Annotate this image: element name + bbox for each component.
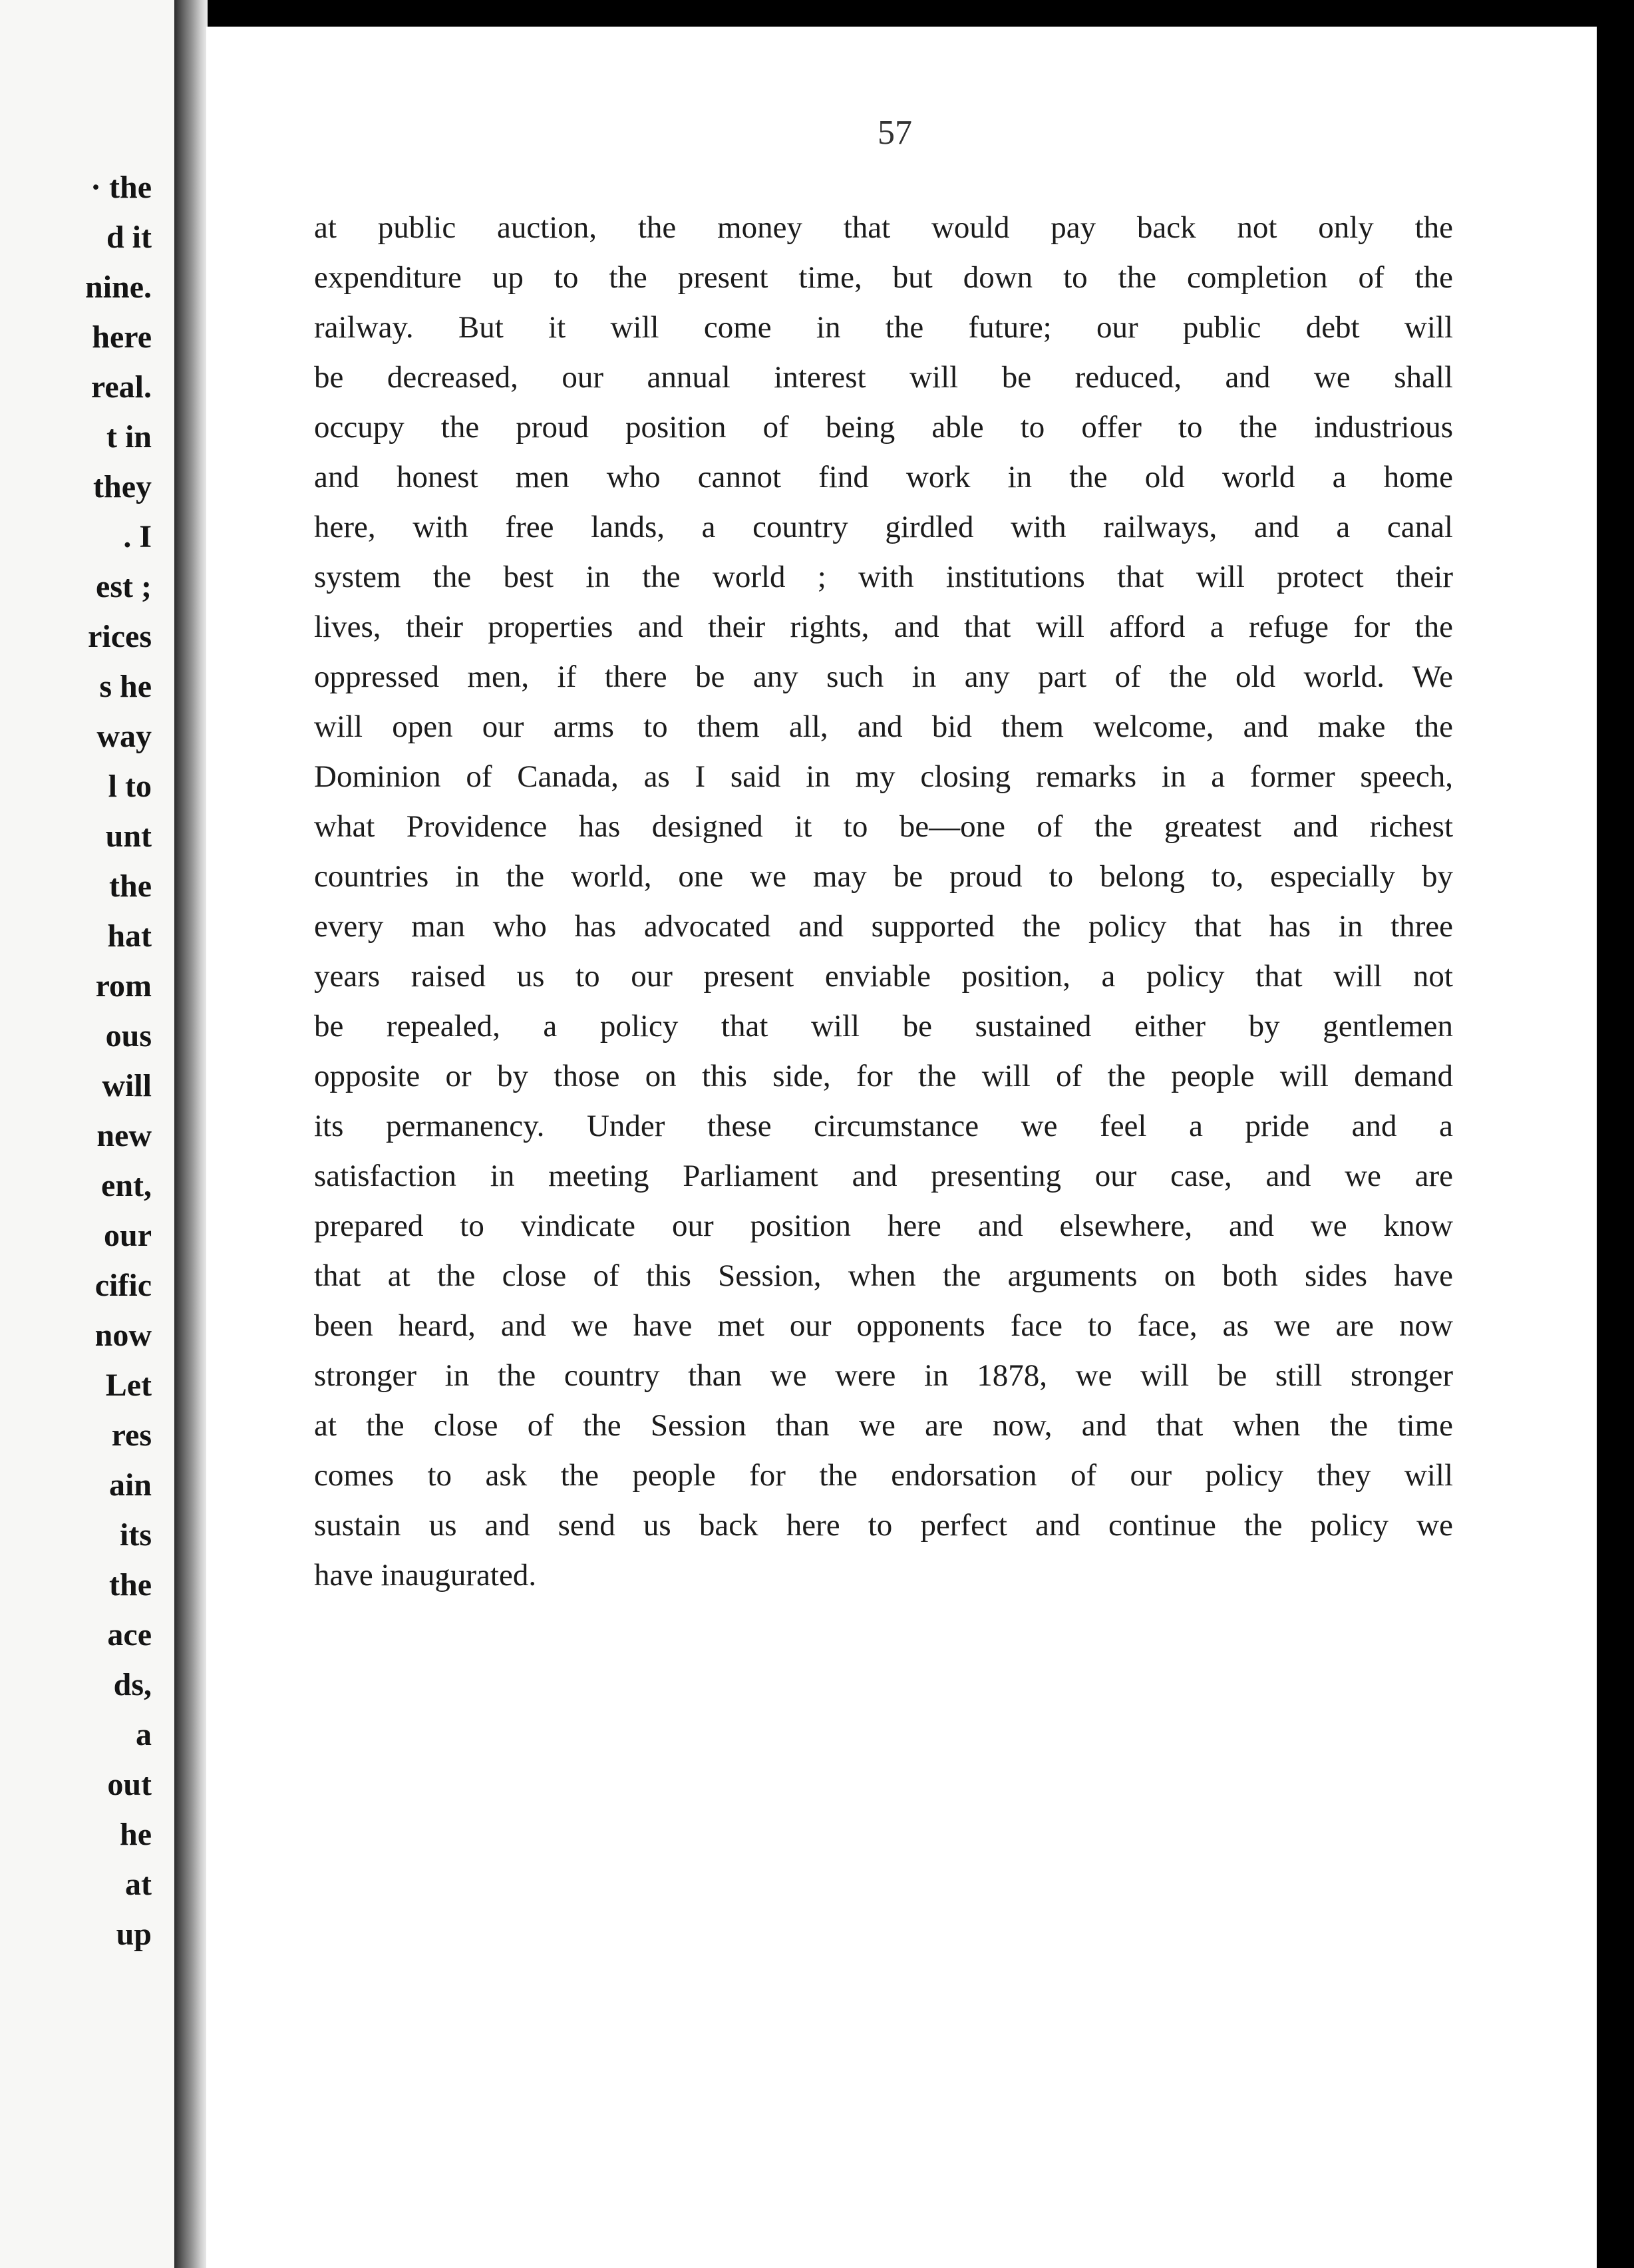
left-page-fragment: nine. [84,270,152,305]
text-line: prepared to vindicate our position here and elsewhere, and we know [314,1209,1453,1243]
left-page-fragment: a [136,1717,152,1752]
left-page-fragment: up [116,1917,152,1952]
right-page [206,27,1597,2268]
page-number: 57 [878,114,912,152]
left-page-fragment: res [111,1418,152,1453]
book-gutter [174,0,208,2268]
text-line: here, with free lands, a country girdled with railways, and a canal [314,510,1453,544]
body-text [314,203,1453,1601]
text-line: its permanency. Under these circumstance we feel a pride and a [314,1109,1453,1143]
text-line: occupy the proud position of being able to offer to the industrious [314,410,1453,445]
text-line: opposite or by those on this side, for the will of the people will demand [314,1059,1453,1093]
left-page-fragment: ain [108,1467,152,1503]
text-line: system the best in the world ; with institutions that will protect their [314,560,1453,594]
left-page-fragment: ent, [101,1168,152,1203]
text-line: stronger in the country than we were in 1878, we will be still stronger [314,1358,1453,1393]
left-page-fragment: way [96,719,152,754]
left-facing-page [0,0,180,2268]
left-page-fragment: Let [105,1368,152,1403]
text-line: expenditure up to the present time, but down to the completion of the [314,260,1453,295]
left-page-fragment: unt [105,819,152,854]
left-page-fragment: will [102,1068,152,1103]
text-line: railway. But it will come in the future; our public debt will [314,310,1453,345]
text-line: years raised us to our present enviable position, a policy that will not [314,959,1453,994]
text-line: that at the close of this Session, when the arguments on both sides have [314,1258,1453,1293]
text-line: oppressed men, if there be any such in any part of the old world. We [314,660,1453,694]
text-line: Dominion of Canada, as I said in my closing remarks in a former speech, [314,759,1453,794]
left-page-fragment: l to [108,769,152,804]
left-page-fragment: real. [90,369,152,405]
text-line: have inaugurated. [314,1558,537,1593]
left-page-fragment: new [96,1118,152,1153]
left-page-fragment: cific [94,1268,152,1303]
left-page-fragment: he [120,1817,152,1852]
text-line: every man who has advocated and supported the policy that has in three [314,909,1453,944]
text-line: satisfaction in meeting Parliament and presenting our case, and we are [314,1159,1453,1193]
left-page-fragment: they [93,469,152,504]
left-page-fragment: d it [106,220,152,255]
text-line: at public auction, the money that would pay back not only the [314,210,1453,245]
left-page-fragment: the [109,868,152,904]
text-line: comes to ask the people for the endorsation of our policy they will [314,1458,1453,1493]
left-page-fragment: rices [88,619,152,654]
left-page-fragment: our [104,1218,152,1253]
text-line: and honest men who cannot find work in the old world a home [314,460,1453,494]
left-page-fragment: . I [123,519,152,554]
text-line: be repealed, a policy that will be sustained either by gentlemen [314,1009,1453,1043]
left-page-fragment: at [125,1867,152,1902]
left-page-fragment: hat [107,918,152,954]
left-page-fragment: t in [106,419,152,455]
text-line: at the close of the Session than we are now, and that when the time [314,1408,1453,1443]
text-line: will open our arms to them all, and bid them welcome, and make the [314,709,1453,744]
left-page-fragment: out [107,1767,152,1802]
text-line: countries in the world, one we may be proud to belong to, especially by [314,859,1453,894]
text-line: been heard, and we have met our opponents face to face, as we are now [314,1308,1453,1343]
left-page-fragment: its [120,1517,152,1553]
left-page-fragment: now [94,1318,152,1353]
left-page-fragment: here [92,319,152,355]
left-page-fragment: · the [90,170,152,205]
left-page-fragment: s he [99,669,152,704]
text-line: what Providence has designed it to be—one of the greatest and richest [314,809,1453,844]
text-line: sustain us and send us back here to perfect and continue the policy we [314,1508,1453,1543]
text-line: lives, their properties and their rights, and that will afford a refuge for the [314,610,1453,644]
left-page-fragment: ds, [113,1667,152,1702]
left-page-fragment: ace [107,1617,152,1652]
left-page-fragment: rom [95,968,152,1004]
left-page-fragment: ous [105,1018,152,1053]
left-page-fragment: est ; [96,569,152,604]
text-line: be decreased, our annual interest will be reduced, and we shall [314,360,1453,395]
left-page-fragment: the [109,1567,152,1603]
